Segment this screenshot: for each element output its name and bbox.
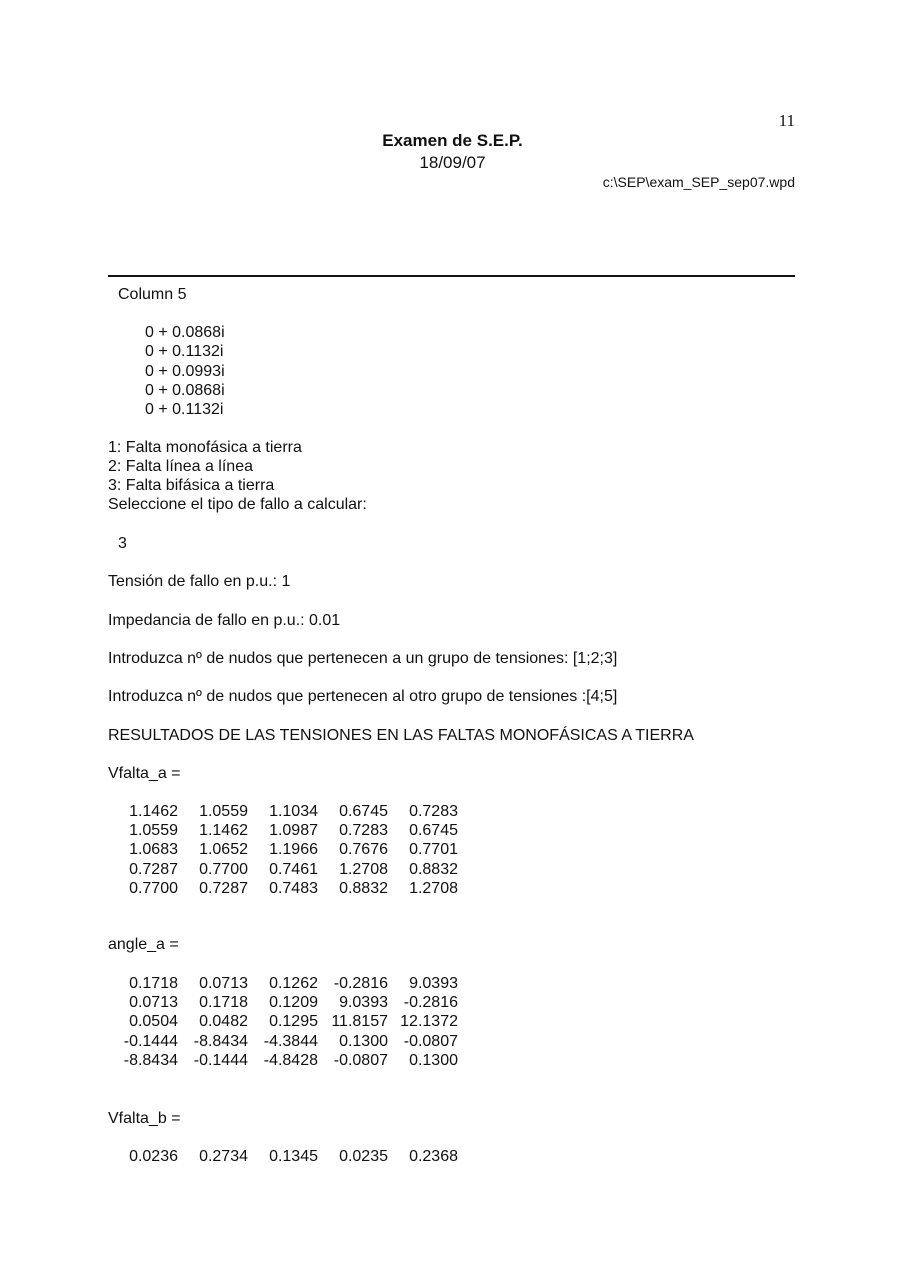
column5-values xyxy=(145,323,225,419)
matrix-row xyxy=(108,840,458,859)
matrix-cell: 1.0683 xyxy=(129,841,178,859)
matrix-cell: 0.1300 xyxy=(409,1051,458,1069)
matrix-cell: 0.0504 xyxy=(129,1013,178,1031)
matrix-cell: -4.3844 xyxy=(263,1032,318,1050)
column5-value: 0 + 0.0868i xyxy=(145,381,225,399)
matrix-cell: 0.1718 xyxy=(129,975,178,992)
matrix-cell: 0.6745 xyxy=(339,803,388,820)
document-title: Examen de S.E.P. xyxy=(382,131,523,150)
group1-line: Introduzca nº de nudos que pertenecen a un grupo de tensiones: [1;2;3] xyxy=(108,650,618,667)
matrix-cell: 0.7283 xyxy=(339,822,388,840)
column5-value: 0 + 0.0868i xyxy=(145,324,225,341)
matrix-row xyxy=(108,821,458,840)
matrix-cell: 0.7700 xyxy=(199,860,248,878)
matrix-cell: 1.1034 xyxy=(269,803,318,820)
matrix-cell: 0.7461 xyxy=(269,860,318,878)
matrix-cell: 0.0713 xyxy=(199,975,248,992)
menu-option: 1: Falta monofásica a tierra xyxy=(108,439,302,456)
matrix-row xyxy=(108,879,458,898)
matrix-cell: 0.1295 xyxy=(269,1013,318,1031)
matrix-cell: 0.7700 xyxy=(129,879,178,897)
angle-a-matrix xyxy=(108,974,458,1070)
matrix-cell: -0.0807 xyxy=(403,1032,458,1050)
fault-impedance-line: Impedancia de fallo en p.u.: 0.01 xyxy=(108,612,341,629)
matrix-cell: 0.1345 xyxy=(269,1148,318,1165)
matrix-cell: 0.7287 xyxy=(129,860,178,878)
matrix-cell: 0.0713 xyxy=(129,994,178,1012)
results-heading: RESULTADOS DE LAS TENSIONES EN LAS FALTAS MONOFÁSICAS A TIERRA xyxy=(108,727,694,744)
matrix-cell: -0.1444 xyxy=(193,1051,248,1069)
matrix-cell: -0.1444 xyxy=(123,1032,178,1050)
matrix-cell: 1.0987 xyxy=(269,822,318,840)
matrix-cell: -0.2816 xyxy=(403,994,458,1012)
matrix-cell: -8.8434 xyxy=(193,1032,248,1050)
matrix-cell: 12.1372 xyxy=(400,1013,458,1031)
angle-a-label: angle_a = xyxy=(108,936,179,953)
matrix-cell: 9.0393 xyxy=(339,994,388,1012)
matrix-row xyxy=(108,1147,458,1166)
matrix-cell: -4.8428 xyxy=(263,1051,318,1069)
menu-option: 3: Falta bifásica a tierra xyxy=(108,477,275,494)
group2-line: Introduzca nº de nudos que pertenecen al otro grupo de tensiones :[4;5] xyxy=(108,688,618,705)
matrix-cell: 0.2368 xyxy=(409,1148,458,1165)
matrix-cell: 1.0559 xyxy=(129,822,178,840)
matrix-cell: 1.1462 xyxy=(129,803,178,820)
matrix-cell: 0.0235 xyxy=(339,1148,388,1165)
matrix-row xyxy=(108,1012,458,1031)
matrix-cell: 11.8157 xyxy=(331,1013,388,1031)
vfalta-b-label: Vfalta_b = xyxy=(108,1110,181,1127)
menu-answer: 3 xyxy=(118,535,127,552)
matrix-cell: 0.6745 xyxy=(409,822,458,840)
column5-value: 0 + 0.1132i xyxy=(145,401,224,419)
matrix-cell: 0.1262 xyxy=(269,975,318,992)
matrix-cell: 9.0393 xyxy=(409,975,458,992)
matrix-cell: 0.2734 xyxy=(199,1148,248,1165)
vfalta-b-matrix xyxy=(108,1147,458,1166)
matrix-cell: 0.8832 xyxy=(409,860,458,878)
vfalta-a-label: Vfalta_a = xyxy=(108,765,181,782)
file-path: c:\SEP\exam_SEP_sep07.wpd xyxy=(602,174,795,190)
matrix-cell: 0.1718 xyxy=(199,994,248,1012)
matrix-row xyxy=(108,993,458,1012)
matrix-cell: 1.2708 xyxy=(339,860,388,878)
column5-label: Column 5 xyxy=(118,286,187,303)
matrix-cell: 1.0559 xyxy=(199,803,248,820)
matrix-cell: 0.1300 xyxy=(339,1032,388,1050)
fault-voltage-line: Tensión de fallo en p.u.: 1 xyxy=(108,573,291,590)
menu-prompt: Seleccione el tipo de fallo a calcular: xyxy=(108,496,367,513)
matrix-row xyxy=(108,860,458,879)
matrix-cell: 1.0652 xyxy=(199,841,248,859)
matrix-cell: -0.0807 xyxy=(333,1051,388,1069)
page-number: 11 xyxy=(778,111,795,130)
document-date: 18/09/07 xyxy=(419,153,486,172)
matrix-cell: 0.7483 xyxy=(269,879,318,897)
matrix-cell: 0.7283 xyxy=(409,803,458,820)
matrix-cell: 0.7287 xyxy=(199,879,248,897)
header-rule xyxy=(108,275,795,277)
matrix-row xyxy=(108,802,458,821)
matrix-cell: 0.0236 xyxy=(129,1148,178,1165)
matrix-row xyxy=(108,974,458,993)
matrix-cell: 0.7676 xyxy=(339,841,388,859)
matrix-row xyxy=(108,1032,458,1051)
matrix-cell: -8.8434 xyxy=(123,1051,178,1069)
matrix-cell: -0.2816 xyxy=(333,975,388,992)
matrix-cell: 1.1966 xyxy=(269,841,318,859)
matrix-cell: 1.2708 xyxy=(409,879,458,897)
matrix-cell: 1.1462 xyxy=(199,822,248,840)
vfalta-a-matrix xyxy=(108,802,458,898)
column5-value: 0 + 0.0993i xyxy=(145,362,225,380)
matrix-cell: 0.0482 xyxy=(199,1013,248,1031)
menu-option: 2: Falta línea a línea xyxy=(108,458,253,475)
matrix-cell: 0.1209 xyxy=(269,994,318,1012)
column5-value: 0 + 0.1132i xyxy=(145,343,224,361)
matrix-cell: 0.7701 xyxy=(409,841,458,859)
matrix-cell: 0.8832 xyxy=(339,879,388,897)
matrix-row xyxy=(108,1051,458,1070)
